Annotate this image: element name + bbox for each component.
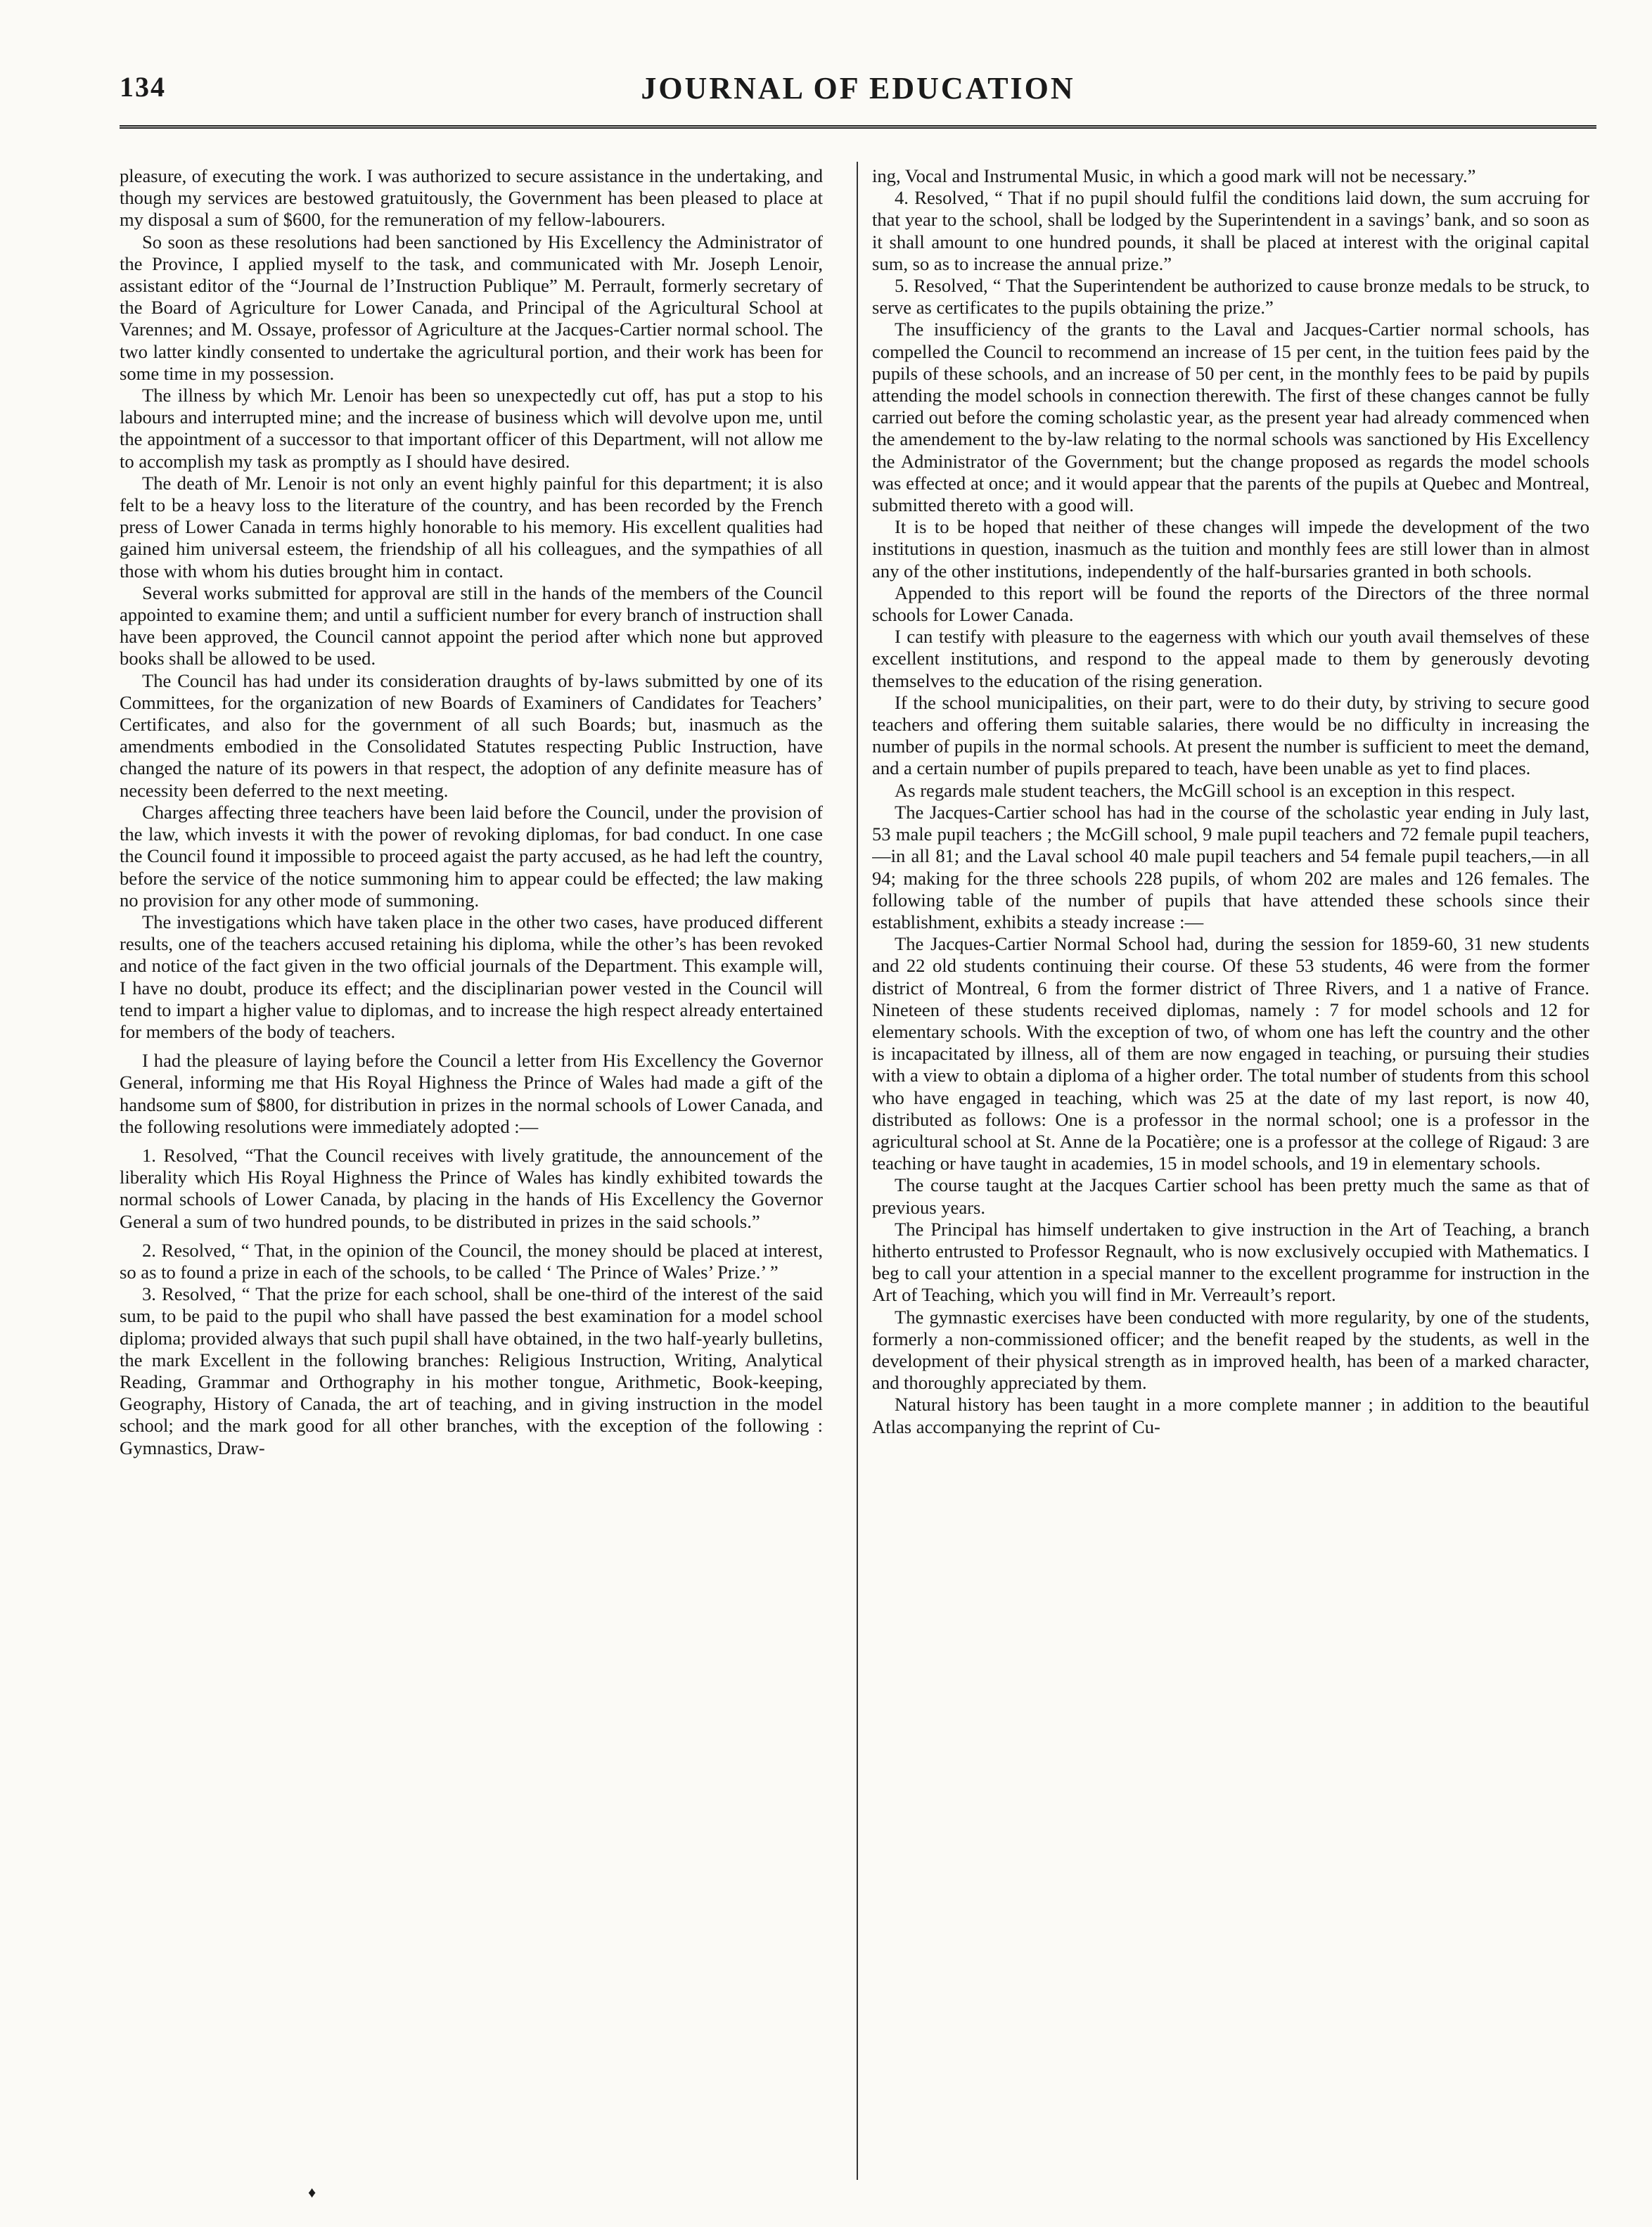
paragraph: The death of Mr. Lenoir is not only an event highly painful for this department; it is also felt to be a heavy loss to the literature of the country, and has been recorded by the French press of Lower Canada in terms highly honorable to his memory. His excellent qualities had gained him universal esteem, the friendship of all his colleagues, and the sympathies of all those with whom his duties brought him in contact. [120, 472, 823, 582]
paragraph: The course taught at the Jacques Cartier school has been pretty much the same as that of previous years. [872, 1174, 1589, 1218]
right-column [872, 165, 1589, 2190]
paragraph: pleasure, of executing the work. I was authorized to secure assistance in the undertaking, and though my services are bestowed gratuitously, the Government has been pleased to place at my disposal a sum of $600, for the remuneration of my fellow-labourers. [120, 165, 823, 231]
page-header [120, 70, 1596, 120]
paragraph: The Principal has himself undertaken to give instruction in the Art of Teaching, a branch hitherto entrusted to Professor Regnault, who is now exclusively occupied with Mathematics. I beg to call your attention in a special manner to the excellent programme for instruction in the Art of Teaching, which you will find in Mr. Verreault’s report. [872, 1218, 1589, 1306]
header-rule [120, 125, 1596, 139]
resolution: 5. Resolved, “ That the Superintendent be authorized to cause bronze medals to be struck, to serve as certificates to the pupils obtaining the prize.” [872, 275, 1589, 319]
running-title: JOURNAL OF EDUCATION [641, 71, 1075, 105]
resolution: 2. Resolved, “ That, in the opinion of the Council, the money should be placed at interest, so as to found a prize in each of the schools, to be called ‘ The Prince of Wales’ Prize.’ ” [120, 1239, 823, 1283]
paragraph: As regards male student teachers, the McGill school is an exception in this respect. [895, 779, 1516, 801]
page-number: 134 [120, 71, 166, 103]
column-divider [857, 162, 858, 2180]
resolution: 1. Resolved, “That the Council receives with lively gratitude, the announcement of the liberality which His Royal Highness the Prince of Wales has kindly exhibited towards the normal schools of Lower Canada, by placing in the hands of His Excellency the Governor General a sum of two hundred pounds, to be distributed in prizes in the said schools.” [120, 1144, 823, 1232]
paragraph: The investigations which have taken place in the other two cases, have produced different results, one of the teachers accused retaining his diploma, while the other’s has been revoked and notice of the fact given in the two official journals of the Department. This example will, I have no doubt, produce its effect; and the disciplinarian power vested in the Council will tend to impart a higher value to diplomas, and to increase the high respect already entertained for members of the body of teachers. [120, 911, 823, 1042]
paragraph: I had the pleasure of laying before the Council a letter from His Excellency the Governor General, informing me that His Royal Highness the Prince of Wales had made a gift of the handsome sum of $800, for distribution in prizes in the normal schools of Lower Canada, and the following resolutions were immediately adopted :— [120, 1050, 823, 1137]
paragraph: It is to be hoped that neither of these changes will impede the development of the two institutions in question, inasmuch as the tuition and monthly fees are still lower than in almost any of the other institutions, independently of the half-bursaries granted in both schools. [872, 516, 1589, 582]
paragraph: Appended to this report will be found the reports of the Directors of the three normal schools for Lower Canada. [872, 582, 1589, 626]
resolution: 4. Resolved, “ That if no pupil should fulfil the conditions laid down, the sum accruing for that year to the school, shall be lodged by the Superintendent in a savings’ bank, and so soon as it shall amount to one hundred pounds, it shall be placed at interest with the original capital sum, so as to increase the annual prize.” [872, 187, 1589, 274]
paragraph: Charges affecting three teachers have been laid before the Council, under the provision of the law, which invests it with the power of revoking diplomas, for bad conduct. In one case the Council found it impossible to proceed agaist the party accused, as he had left the country, before the service of the notice summoning him to appear could be effected; the law making no provision for any other mode of summoning. [120, 801, 823, 911]
paragraph: The Council has had under its consideration draughts of by-laws submitted by one of its Committees, for the organization of new Boards of Examiners of Candidates for Teachers’ Certificates, and also for the government of all such Boards; but, inasmuch as the amendments embodied in the Consolidated Statutes respecting Public Instruction, have changed the nature of its powers in that respect, the adoption of any definite measure has of necessity been deferred to the next meeting. [120, 669, 823, 801]
resolution: 3. Resolved, “ That the prize for each school, shall be one-third of the interest of the said sum, to be paid to the pupil who shall have passed the best examination for a model school diploma; provided always that such pupil shall have obtained, in the two half-yearly bulletins, the mark Excellent in the following branches: Religious Instruction, Writing, Analytical Reading, Grammar and Orthography in his mother tongue, Arithmetic, Book-keeping, Geography, History of Canada, the art of teaching, and in giving instruction in the model school; and the mark good for all other branches, with the exception of the following : Gymnastics, Draw- [120, 1283, 823, 1458]
paragraph: If the school municipalities, on their part, were to do their duty, by striving to secure good teachers and offering them suitable salaries, there would be no difficulty in increasing the number of pupils in the normal schools. At present the number is sufficient to meet the demand, and a certain number of pupils prepared to teach, have been unable as yet to find places. [872, 691, 1589, 779]
paragraph: I can testify with pleasure to the eagerness with which our youth avail themselves of these excellent institutions, and respond to the appeal made to them by generously devoting themselves to the education of the rising generation. [872, 626, 1589, 691]
paragraph: So soon as these resolutions had been sanctioned by His Excellency the Administrator of the Province, I applied myself to the task, and communicated with Mr. Joseph Lenoir, assistant editor of the “Journal de l’Instruction Publique” M. Perrault, formerly secretary of the Board of Agriculture for Lower Canada, and Principal of the Agricultural School at Varennes; and M. Ossaye, professor of Agriculture at the Jacques-Cartier normal school. The two latter kindly consented to undertake the agricultural portion, and their work has been for some time in my possession. [120, 231, 823, 384]
paragraph: Several works submitted for approval are still in the hands of the members of the Council appointed to examine them; and until a sufficient number for every branch of instruction shall have been approved, the Council cannot appoint the period after which none but approved books shall be allowed to be used. [120, 582, 823, 669]
paragraph: ing, Vocal and Instrumental Music, in which a good mark will not be necessary.” [872, 165, 1476, 186]
printer-mark: ♦ [308, 2183, 316, 2201]
paragraph: The insufficiency of the grants to the Laval and Jacques-Cartier normal schools, has compelled the Council to recommend an increase of 15 per cent, in the tuition fees paid by the pupils of these schools, and an increase of 50 per cent, in the monthly fees to be paid by pupils attending the model schools in connection therewith. The first of these changes cannot be fully carried out before the coming scholastic year, as the present year had already commenced when the amendement to the by-law relating to the normal schools was sanctioned by His Excellency the Administrator of the Government; but the change proposed as regards the model schools was effected at once; and it would appear that the parents of the pupils at Quebec and Montreal, submitted thereto with a good will. [872, 319, 1589, 516]
paragraph: The gymnastic exercises have been conducted with more regularity, by one of the students, formerly a non-commissioned officer; and the benefit reaped by the students, as well in the development of their physical strength as in improved health, has been of a marked character, and thoroughly appreciated by them. [872, 1306, 1589, 1394]
paragraph: The Jacques-Cartier Normal School had, during the session for 1859-60, 31 new students and 22 old students continuing their course. Of these 53 students, 46 were from the former district of Montreal, 6 from the former district of Three Rivers, and 1 a native of France. Nineteen of these students received diplomas, namely : 7 for model schools and 12 for elementary schools. With the exception of two, of whom one has left the country and the other is incapacitated by illness, all of them are now engaged in teaching, or pursuing their studies with a view to obtain a diploma of a higher order. The total number of students from this school who have engaged in teaching, which was 25 at the date of my last report, is now 40, distributed as follows: One is a professor in the normal school; one is a professor in the agricultural school at St. Anne de la Pocatière; one is a professor at the college of Rigaud: 3 are teaching or have taught in academies, 15 in model schools, and 19 in elementary schools. [872, 933, 1589, 1174]
left-column [120, 165, 823, 2190]
paragraph: The illness by which Mr. Lenoir has been so unexpectedly cut off, has put a stop to his labours and interrupted mine; and the increase of business which will devolve upon me, until the appointment of a successor to that important officer of this Department, will not allow me to accomplish my task as promptly as I should have desired. [120, 385, 823, 472]
paragraph: The Jacques-Cartier school has had in the course of the scholastic year ending in July last, 53 male pupil teachers ; the McGill school, 9 male pupil teachers and 72 female pupil teachers,—in all 81; and the Laval school 40 male pupil teachers and 54 female pupil teachers,—in all 94; making for the three schools 228 pupils, of whom 202 are males and 126 females. The following table of the number of pupils that have attended these schools since their establishment, exhibits a steady increase :— [872, 801, 1589, 932]
paragraph: Natural history has been taught in a more complete manner ; in addition to the beautiful Atlas accompanying the reprint of Cu- [872, 1394, 1589, 1437]
